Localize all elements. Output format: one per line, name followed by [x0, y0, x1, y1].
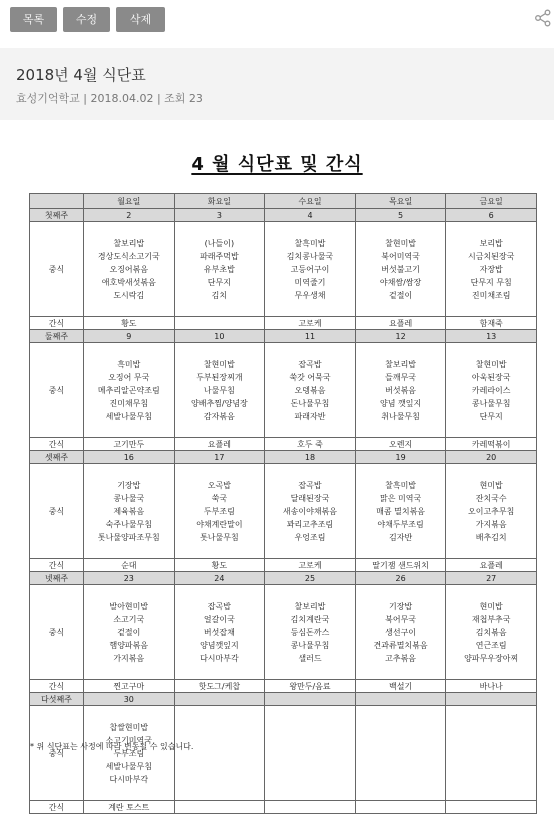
week-label: 다섯째주: [30, 693, 84, 706]
menu-item: 겉절이: [388, 290, 413, 300]
menu-item: 찰흑미밥: [294, 238, 326, 248]
meal-cell: [174, 222, 265, 317]
post-title: 2018년 4월 식단표: [16, 66, 146, 84]
menu-item: 꽈리고추조림: [286, 519, 334, 529]
meal-cell: [265, 706, 356, 801]
menu-item: 숙주나물무침: [105, 519, 152, 529]
menu-item: 잡곡밥: [207, 601, 231, 611]
menu-item: 콩나물국: [113, 493, 145, 503]
snack-cell: 호두 죽: [265, 438, 356, 451]
snack-cell: [446, 801, 537, 814]
menu-item: 배추김치: [475, 532, 507, 542]
menu-item: 톳나물양파조무침: [97, 532, 160, 542]
menu-item: 유부초밥: [203, 264, 235, 274]
menu-item: 찰현미밥: [203, 359, 235, 369]
meal-label: 중식: [30, 222, 84, 317]
snack-cell: [265, 801, 356, 814]
meal-cell: [265, 464, 356, 559]
menu-item: 김자반: [388, 532, 413, 542]
meal-cell: [355, 464, 446, 559]
menu-item: 돈나물무침: [290, 398, 330, 408]
menu-item: 햄양파볶음: [109, 640, 149, 650]
date-cell: 11: [265, 330, 356, 343]
list-button[interactable]: 목록: [10, 7, 57, 32]
menu-item: 기장밥: [388, 601, 413, 611]
menu-item: 고추볶음: [385, 653, 417, 663]
meal-cell: [265, 343, 356, 438]
menu-item: 취나물무침: [381, 411, 420, 421]
menu-item: 맑은 미역국: [379, 493, 422, 503]
date-cell: 16: [84, 451, 175, 464]
date-cell: 27: [446, 572, 537, 585]
date-cell: 12: [355, 330, 446, 343]
post-meta: 효성기억학교 | 2018.04.02 | 조회 23: [16, 92, 203, 105]
menu-item: 찰현미밥: [385, 238, 417, 248]
menu-item: 애호박새섯볶음: [101, 277, 156, 287]
menu-item: 두부된장찌개: [196, 372, 243, 382]
document-title: 4 월 식단표 및 간식: [191, 154, 363, 175]
snack-cell: 황도: [84, 317, 175, 330]
meal-cell: [446, 222, 537, 317]
meal-cell: [355, 706, 446, 801]
snack-cell: 계란 토스트: [84, 801, 175, 814]
header-cell: 목요일: [355, 194, 446, 209]
snack-cell: 고로케: [265, 559, 356, 572]
menu-item: 찹쌀현미밥: [109, 722, 149, 732]
snack-cell: 딸기잼 샌드위치: [355, 559, 446, 572]
menu-item: 야채두부조림: [377, 519, 424, 529]
snack-label: 간식: [30, 559, 84, 572]
week-label: 셋째주: [30, 451, 84, 464]
meal-cell: [446, 343, 537, 438]
snack-cell: 요플레: [446, 559, 537, 572]
snack-cell: 백설기: [355, 680, 446, 693]
snack-cell: 찐고구마: [84, 680, 175, 693]
menu-item: 찰보리밥: [113, 238, 145, 248]
meal-cell: [355, 343, 446, 438]
snack-label: 간식: [30, 801, 84, 814]
date-cell: 26: [355, 572, 446, 585]
meal-label: 중식: [30, 464, 84, 559]
date-cell: 24: [174, 572, 265, 585]
snack-label: 간식: [30, 438, 84, 451]
meal-cell: [446, 585, 537, 680]
date-cell: 10: [174, 330, 265, 343]
menu-item: 양념 깻잎지: [379, 398, 422, 408]
menu-item: 소고기미역국: [105, 735, 152, 745]
header-cell: 수요일: [265, 194, 356, 209]
meal-label: 중식: [30, 585, 84, 680]
date-cell: 23: [84, 572, 175, 585]
meal-cell: [174, 464, 265, 559]
snack-cell: 오렌지: [355, 438, 446, 451]
snack-row: [30, 317, 537, 330]
date-cell: 18: [265, 451, 356, 464]
date-cell: [446, 693, 537, 706]
date-cell: 13: [446, 330, 537, 343]
edit-button[interactable]: 수정: [63, 7, 110, 32]
meal-cell: [355, 222, 446, 317]
meal-cell: [446, 464, 537, 559]
menu-item: 연근조림: [475, 640, 507, 650]
menu-item: 김치볶음: [475, 627, 507, 637]
snack-cell: 바나나: [446, 680, 537, 693]
menu-item: 찰흑미밥: [385, 480, 417, 490]
menu-item: 찰보리밥: [294, 601, 326, 611]
menu-item: 단무지 무침: [470, 277, 512, 287]
menu-item: 오징어볶음: [109, 264, 149, 274]
menu-item: 세발나물무침: [105, 761, 152, 771]
week-label: 둘째주: [30, 330, 84, 343]
date-cell: 9: [84, 330, 175, 343]
menu-item: 감자볶음: [203, 411, 235, 421]
header-cell: 금요일: [446, 194, 537, 209]
menu-item: 겉절이: [117, 627, 141, 637]
snack-cell: 고로케: [265, 317, 356, 330]
delete-button[interactable]: 삭제: [116, 7, 165, 32]
menu-item: 잡곡밥: [298, 359, 322, 369]
meal-cell: [174, 706, 265, 801]
post-header: [0, 48, 554, 120]
menu-item: 버섯불고기: [381, 264, 420, 274]
meal-row: [30, 706, 537, 801]
date-cell: 4: [265, 209, 356, 222]
menu-item: 양념깻잎지: [200, 640, 239, 650]
menu-item: 다시마부각: [109, 774, 149, 784]
menu-item: 다시마부각: [200, 653, 239, 663]
snack-cell: 카레떡볶이: [446, 438, 537, 451]
snack-label: 간식: [30, 317, 84, 330]
meal-cell: [446, 706, 537, 801]
menu-item: 기장밥: [117, 480, 141, 490]
snack-cell: [355, 801, 446, 814]
share-icon[interactable]: [534, 9, 552, 27]
menu-item: 고등어구이: [290, 264, 330, 274]
snack-cell: [174, 801, 265, 814]
date-cell: 30: [84, 693, 175, 706]
menu-item: 자장밥: [479, 264, 503, 274]
menu-item: 오이고추무침: [468, 506, 515, 516]
date-cell: 19: [355, 451, 446, 464]
date-cell: 3: [174, 209, 265, 222]
menu-item: 아욱된장국: [471, 372, 511, 382]
meal-plan-body: [30, 209, 537, 814]
week-row: [30, 693, 537, 706]
snack-label: 간식: [30, 680, 84, 693]
meal-label: 중식: [30, 343, 84, 438]
menu-item: 견과류멸치볶음: [373, 640, 428, 650]
snack-cell: [174, 317, 265, 330]
menu-item: 소고기국: [113, 614, 145, 624]
menu-item: 김치계란국: [290, 614, 330, 624]
menu-item: 오뎅볶음: [294, 385, 326, 395]
menu-item: 콩나물무침: [290, 640, 330, 650]
menu-item: 우엉조림: [294, 532, 326, 542]
week-label: 넷째주: [30, 572, 84, 585]
post-date: 2018.04.02: [90, 92, 154, 105]
meal-cell: [174, 585, 265, 680]
meal-label: 중식: [30, 706, 84, 801]
menu-item: 메추리알곤약조림: [97, 385, 160, 395]
meal-cell: [174, 343, 265, 438]
menu-item: 북어무국: [385, 614, 417, 624]
snack-cell: 황도: [174, 559, 265, 572]
header-cell: [30, 194, 84, 209]
snack-cell: 왕만두/음료: [265, 680, 356, 693]
meal-plan-table: [29, 193, 537, 814]
menu-item: 북어미역국: [381, 251, 420, 261]
snack-row: [30, 680, 537, 693]
menu-item: 얼갈이국: [203, 614, 235, 624]
meal-cell: [265, 585, 356, 680]
menu-item: 잔치국수: [475, 493, 507, 503]
menu-item: 매콤 멸치볶음: [376, 506, 426, 516]
date-cell: 2: [84, 209, 175, 222]
meal-row: [30, 343, 537, 438]
footnote: * 위 식단표는 사정에 따라 변동될 수 있습니다.: [30, 742, 194, 751]
snack-row: [30, 438, 537, 451]
menu-item: 쑥국: [211, 493, 228, 503]
week-row: [30, 572, 537, 585]
menu-item: 무우생채: [294, 290, 326, 300]
menu-item: 현미밥: [479, 601, 503, 611]
menu-item: (나들이): [204, 238, 235, 248]
menu-item: 새송이야채볶음: [282, 506, 338, 516]
meal-row: [30, 222, 537, 317]
menu-item: 쑥갓 어묵국: [289, 372, 331, 382]
table-header-row: [30, 194, 537, 209]
snack-row: [30, 801, 537, 814]
week-row: [30, 209, 537, 222]
week-row: [30, 330, 537, 343]
menu-item: 찰현미밥: [475, 359, 507, 369]
menu-item: 시금치된장국: [468, 251, 515, 261]
menu-item: 오곡밥: [207, 480, 231, 490]
menu-item: 단무지: [207, 277, 231, 287]
date-cell: [174, 693, 265, 706]
meal-cell: [84, 585, 175, 680]
menu-item: 콩나물무침: [471, 398, 511, 408]
meal-cell: [84, 464, 175, 559]
snack-cell: 고기만두: [84, 438, 175, 451]
header-cell: 월요일: [84, 194, 175, 209]
header-cell: 화요일: [174, 194, 265, 209]
date-cell: 20: [446, 451, 537, 464]
snack-row: [30, 559, 537, 572]
menu-item: 발아현미밥: [109, 601, 149, 611]
menu-item: 양파무우장아찌: [464, 653, 519, 663]
post-views: 조회 23: [164, 92, 203, 105]
meal-cell: [355, 585, 446, 680]
meal-row: [30, 464, 537, 559]
menu-item: 진미채무침: [109, 398, 149, 408]
menu-item: 두부조림: [113, 748, 145, 758]
menu-item: 보리밥: [479, 238, 503, 248]
menu-item: 현미밥: [479, 480, 503, 490]
menu-item: 흑미밥: [117, 359, 141, 369]
menu-item: 톳나물무침: [200, 532, 239, 542]
menu-item: 찰보리밥: [385, 359, 417, 369]
snack-cell: 요플레: [355, 317, 446, 330]
menu-item: 잡곡밥: [298, 480, 322, 490]
post-author: 효성기억학교: [16, 92, 80, 105]
menu-item: 등심돈까스: [290, 627, 330, 637]
menu-item: 생선구이: [385, 627, 417, 637]
menu-item: 버섯잡채: [203, 627, 235, 637]
week-row: [30, 451, 537, 464]
date-cell: 17: [174, 451, 265, 464]
menu-item: 세발나물무침: [105, 411, 152, 421]
menu-item: 들깨무국: [385, 372, 417, 382]
menu-item: 재첩부추국: [471, 614, 511, 624]
menu-item: 진미채조림: [471, 290, 511, 300]
meal-cell: [84, 343, 175, 438]
date-cell: 5: [355, 209, 446, 222]
toolbar: [0, 0, 554, 40]
menu-item: 가지볶음: [113, 653, 145, 663]
menu-item: 단무지: [479, 411, 503, 421]
menu-item: 야채계란말이: [196, 519, 243, 529]
menu-item: 도시락김: [113, 290, 145, 300]
menu-item: 야채쌈/쌈장: [379, 277, 422, 287]
menu-item: 경상도식소고기국: [97, 251, 160, 261]
snack-cell: 순대: [84, 559, 175, 572]
menu-item: 나물무침: [203, 385, 235, 395]
snack-cell: 함재죽: [446, 317, 537, 330]
menu-item: 샐러드: [298, 653, 322, 663]
date-cell: 6: [446, 209, 537, 222]
date-cell: 25: [265, 572, 356, 585]
menu-item: 양배추찜/양념장: [190, 398, 248, 408]
meal-cell: [265, 222, 356, 317]
date-cell: [355, 693, 446, 706]
menu-item: 달래된장국: [290, 493, 330, 503]
menu-item: 미역줄기: [294, 277, 326, 287]
snack-cell: 요플레: [174, 438, 265, 451]
meal-row: [30, 585, 537, 680]
menu-item: 김치: [211, 290, 228, 300]
menu-item: 버섯볶음: [385, 385, 417, 395]
snack-cell: 핫도그/케찹: [174, 680, 265, 693]
menu-item: 제육볶음: [113, 506, 145, 516]
date-cell: [265, 693, 356, 706]
meal-cell: [84, 706, 175, 801]
menu-item: 가지볶음: [475, 519, 507, 529]
menu-item: 두부조림: [203, 506, 235, 516]
meal-cell: [84, 222, 175, 317]
menu-item: 파래자반: [294, 411, 326, 421]
menu-item: 오징어 무국: [108, 372, 150, 382]
menu-item: 카레라이스: [471, 385, 511, 395]
week-label: 첫째주: [30, 209, 84, 222]
menu-item: 김치콩나물국: [286, 251, 334, 261]
menu-item: 파래주먹밥: [200, 251, 239, 261]
